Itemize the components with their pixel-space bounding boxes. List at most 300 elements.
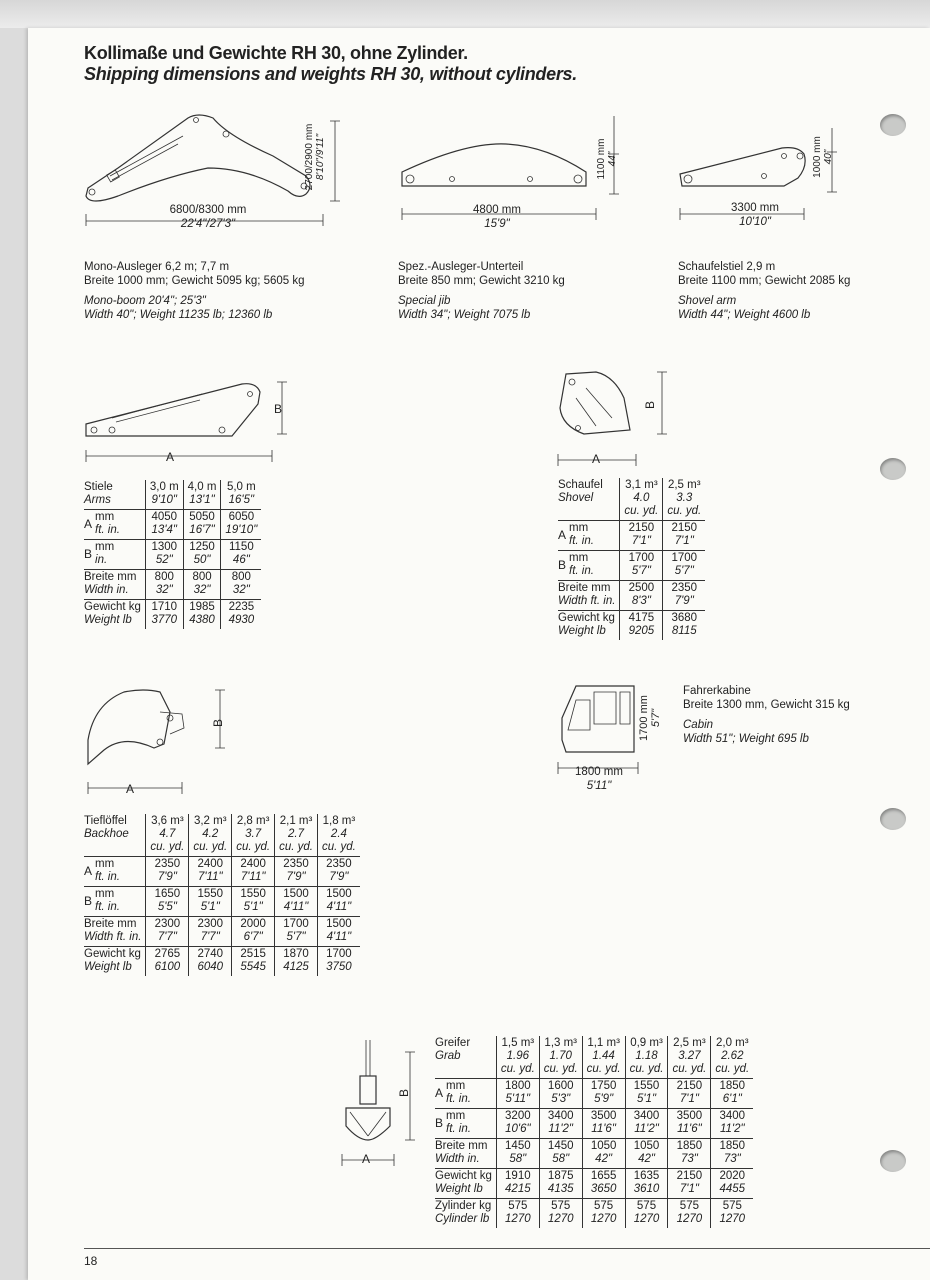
table-value-cell [625,1079,668,1109]
table-value-cell [275,857,318,887]
unit-metric: mm [95,858,115,870]
dimension-units [95,888,120,914]
table-value: 1985 [189,601,215,613]
table-value: 1700 [283,918,309,930]
table-value: 1500 [326,918,352,930]
row-label-en: Width ft. in. [558,595,616,607]
cabin-width-ft: 5'11" [586,780,612,792]
table-value: 3400 [633,1110,660,1122]
table-value-cell [663,581,705,611]
row-label-de: Gewicht kg [84,948,141,960]
table-value: 7'1" [674,535,694,547]
table-value-cell [663,611,705,641]
table-value: 1500 [326,888,352,900]
table-value: 7'1" [679,1093,699,1105]
table-value: 2150 [628,522,655,534]
table-column-header [145,480,183,510]
table-value: 3770 [151,614,178,626]
table-value: 575 [508,1200,528,1212]
dimension-label [84,858,141,884]
arm-caption-de-1: Schaufelstiel 2,9 m [678,261,776,273]
table-value: 2.4 [330,828,347,840]
table-value: cu. yd. [667,505,702,517]
table-column-header [620,478,663,521]
table-value: 2300 [197,918,224,930]
unit-imperial: ft. in. [95,871,120,883]
table-value: 2400 [197,858,224,870]
table-value-cell [582,1169,625,1199]
cabin-width [564,766,634,792]
table-header-label [84,480,145,510]
table-row-breite [435,1139,753,1169]
unit-imperial: ft. in. [569,535,594,547]
dimension-units [569,552,594,578]
table-value: cu. yd. [715,1063,750,1075]
table-value-cell [582,1139,625,1169]
table-value: 11'6" [591,1123,616,1135]
binder-hole [880,114,906,136]
backhoe-label-a: A [126,782,135,796]
unit-metric: mm [446,1080,466,1092]
table-row-b [558,551,705,581]
table-column-header [146,814,189,857]
table-value-cell [539,1139,582,1169]
table-value: 2400 [240,858,266,870]
table-value: 73" [723,1153,741,1165]
table-value-cell [145,510,183,540]
table-row-breite [558,581,705,611]
unit-metric: mm [569,552,589,564]
table-value: 3400 [719,1110,746,1122]
title-german: Kollimaße und Gewichte RH 30, ohne Zylinder. [84,43,468,63]
table-value: 5,0 m [226,481,256,493]
table-value: cu. yd. [150,841,185,853]
table-value: 3,1 m³ [625,479,658,491]
table-value: 1450 [505,1140,531,1152]
table-value: 4050 [151,511,178,523]
table-value-cell [232,917,275,947]
table-value: 1,5 m³ [501,1037,535,1049]
table-value: 3,6 m³ [151,815,184,827]
grab-drawing [336,1036,426,1176]
table-value: 7'9" [329,871,349,883]
table-value: 2515 [240,948,266,960]
boom-caption-en-1: Mono-boom 20'4"; 25'3" [84,295,206,307]
table-row-a [84,857,360,887]
table-value: 4'11" [326,901,352,913]
table-value-cell [496,1199,539,1229]
table-value-cell [146,887,189,917]
dimension-units [446,1080,471,1106]
table-value: cu. yd. [624,505,659,517]
table-value-cell [668,1139,711,1169]
unit-metric: mm [95,511,115,523]
table-value: 7'9" [286,871,306,883]
table-value: 800 [231,571,251,583]
table-value: 1270 [719,1213,746,1225]
jib-length-mm: 4800 mm [473,204,521,216]
table-value: 2350 [671,582,698,594]
table-value: 3.7 [245,828,262,840]
table-header-row [84,814,360,857]
table-value: 4.7 [159,828,176,840]
arms-label-b: B [274,402,283,416]
table-value: 2235 [228,601,255,613]
table-value-cell [668,1169,711,1199]
table-value-cell [582,1109,625,1139]
boom-caption-de-1: Mono-Ausleger 6,2 m; 7,7 m [84,261,230,273]
dimension-label [435,1080,492,1106]
table-value: 2,5 m³ [673,1037,706,1049]
table-value: 32" [193,584,211,596]
table-value: 1655 [590,1170,617,1182]
table-column-header [189,814,232,857]
table-value: 2740 [197,948,224,960]
table-value-cell [145,600,183,630]
table-value: 5'3" [551,1093,571,1105]
table-value-cell [620,581,663,611]
row-label-de: Gewicht kg [558,612,615,624]
boom-caption [84,260,384,322]
table-value: 2.62 [721,1050,744,1062]
dimension-label [84,888,141,914]
table-value: 3500 [590,1110,617,1122]
boom-length-ft: 22'4"/27'3" [180,218,236,230]
table-value: 2350 [283,858,309,870]
table-header-label [84,814,146,857]
table-value: 1910 [505,1170,531,1182]
table-value: 1850 [719,1080,746,1092]
boom-length [108,204,308,230]
jib-height-mm: 1100 mm [596,138,607,180]
table-value: cu. yd. [629,1063,664,1075]
grab-table [435,1036,753,1228]
table-value: 7'11" [240,871,266,883]
table-row-gewicht [84,600,261,630]
table-value: 2500 [628,582,655,594]
table-row-label [435,1139,496,1169]
table-row-b [84,540,261,570]
table-head-en: Backhoe [84,828,129,840]
table-value: 1270 [547,1213,574,1225]
table-value: 4215 [505,1183,531,1195]
table-value: 1750 [590,1080,617,1092]
table-row-label [435,1199,496,1229]
table-value: 1650 [154,888,181,900]
table-value: cu. yd. [279,841,313,853]
table-value: 6040 [197,961,224,973]
dimension-label [435,1110,492,1136]
table-header-row [84,480,261,510]
dimension-letter: A [84,863,93,878]
arm-caption-de-2: Breite 1100 mm; Gewicht 2085 kg [678,275,851,287]
table-value: 2150 [676,1080,703,1092]
dimension-letter: B [84,546,93,561]
table-value: cu. yd. [500,1063,535,1075]
row-label-en: Weight lb [558,625,606,637]
table-value: 2,8 m³ [236,815,270,827]
dimension-letter: A [84,516,93,531]
table-value: 46" [232,554,250,566]
shovel-table [558,478,705,640]
table-value: 1,8 m³ [322,815,356,827]
table-value: 42" [595,1153,613,1165]
table-row-gewicht [435,1169,753,1199]
table-row-label [84,947,146,977]
table-column-header [711,1036,753,1079]
table-value: 5'7" [286,931,306,943]
page-top-edge [0,0,930,28]
table-value: 58" [552,1153,570,1165]
table-value: 1700 [671,552,698,564]
table-value-cell [183,540,221,570]
row-label-en: Weight lb [84,961,132,973]
table-value-cell [317,947,359,977]
table-value: 1.96 [506,1050,530,1062]
arm-length [700,202,810,228]
dimension-label [558,552,615,578]
unit-imperial: ft. in. [446,1093,471,1105]
jib-length [422,204,572,230]
row-label-de: Zylinder kg [435,1200,492,1212]
row-label-en: Weight lb [84,614,132,626]
table-value-cell [711,1139,753,1169]
table-value-cell [668,1079,711,1109]
row-label-de: Breite mm [558,582,611,594]
table-value: 6'7" [243,931,263,943]
table-value: 800 [154,571,174,583]
table-value: 1850 [719,1140,746,1152]
table-value: 1270 [590,1213,617,1225]
table-value: 7'11" [197,871,223,883]
table-value: 7'9" [674,595,694,607]
table-value-cell [496,1169,539,1199]
row-label-de: Gewicht kg [84,601,141,613]
dimension-letter: B [558,557,567,572]
table-row-label [84,540,145,570]
arm-caption [678,260,898,322]
cabin-caption-de-2: Breite 1300 mm, Gewicht 315 kg [683,699,850,711]
table-row-label [435,1109,496,1139]
table-value: 11'2" [548,1123,574,1135]
table-value-cell [189,857,232,887]
table-value: 4380 [189,614,215,626]
table-value-cell [221,510,261,540]
table-row-a [84,510,261,540]
table-value: 5'1" [243,901,263,913]
dimension-letter: A [435,1085,444,1100]
table-value-cell [183,570,221,600]
unit-imperial: ft. in. [569,565,594,577]
table-row-b [84,887,360,917]
jib-caption-en-2: Width 34"; Weight 7075 lb [398,309,531,321]
table-value: 2,1 m³ [279,815,313,827]
table-value: 1875 [547,1170,574,1182]
cabin-caption-de-1: Fahrerkabine [683,685,751,697]
table-value: 575 [679,1200,699,1212]
boom-height-mm: 2700/2900 mm [304,123,315,191]
table-value: 2150 [676,1170,703,1182]
table-value-cell [625,1199,668,1229]
backhoe-label-b: B [211,718,226,728]
table-value-cell [668,1109,711,1139]
table-row-label [84,917,146,947]
table-value-cell [221,570,261,600]
table-value-cell [539,1109,582,1139]
table-column-header [582,1036,625,1079]
table-value: 1.18 [635,1050,658,1062]
dimension-letter: B [435,1115,444,1130]
table-value: 6050 [228,511,255,523]
table-value: cu. yd. [586,1063,621,1075]
dimension-units [569,522,594,548]
unit-metric: mm [446,1110,466,1122]
table-value-cell [183,600,221,630]
table-value: 7'1" [679,1183,699,1195]
table-value-cell [625,1169,668,1199]
table-value: 2150 [671,522,698,534]
unit-imperial: ft. in. [446,1123,471,1135]
table-value: cu. yd. [543,1063,578,1075]
jib-caption-en-1: Special jib [398,295,451,307]
table-value: 2,0 m³ [715,1037,749,1049]
table-value: 32" [232,584,250,596]
table-value: 2000 [240,918,266,930]
table-value: 5'5" [157,901,177,913]
arm-caption-en-1: Shovel arm [678,295,737,307]
row-label-en: Width ft. in. [84,931,142,943]
table-head-de: Stiele [84,481,113,493]
table-value: 11'6" [677,1123,702,1135]
dimension-label [84,511,141,537]
table-value-cell [539,1169,582,1199]
dimension-letter: A [558,527,567,542]
table-head-de: Schaufel [558,479,603,491]
table-value: 575 [594,1200,614,1212]
table-value: 7'9" [157,871,177,883]
table-value: 16'7" [189,524,215,536]
arms-drawing [82,378,302,468]
table-value: 1800 [505,1080,531,1092]
table-value: 1635 [633,1170,660,1182]
table-value: 3650 [590,1183,617,1195]
table-value: 1500 [283,888,309,900]
table-value: cu. yd. [193,841,228,853]
table-value: 2300 [154,918,181,930]
jib-height [596,134,618,184]
table-value: 5'1" [636,1093,657,1105]
table-value-cell [620,551,663,581]
table-value: 1.44 [592,1050,615,1062]
arm-caption-en-2: Width 44"; Weight 4600 lb [678,309,811,321]
table-column-header [183,480,221,510]
table-value-cell [668,1199,711,1229]
cabin-caption-en-1: Cabin [683,719,714,731]
table-value-cell [146,857,189,887]
table-value: 13'4" [151,524,177,536]
table-value-cell [183,510,221,540]
shovel-label-a: A [592,452,601,466]
boom-height-ft: 8'10"/9'11" [315,133,326,181]
table-value: 1870 [283,948,309,960]
table-header-row [558,478,705,521]
arms-label-a: A [166,450,175,464]
table-value-cell [221,540,261,570]
table-value: 4175 [628,612,655,624]
table-value: 4135 [547,1183,574,1195]
arm-height-mm: 1000 mm [812,136,823,178]
row-label-de: Breite mm [435,1140,488,1152]
cabin-caption-en-2: Width 51"; Weight 695 lb [683,733,809,745]
table-value: 73" [680,1153,698,1165]
table-head-en: Arms [84,494,111,506]
row-label-de: Gewicht kg [435,1170,492,1182]
table-value: 5'9" [594,1093,614,1105]
table-row-label [84,887,146,917]
dimension-units [95,858,120,884]
table-value: 1.70 [549,1050,572,1062]
table-value-cell [496,1139,539,1169]
cabin-height [638,688,662,748]
table-row-label [558,551,620,581]
table-row-breite [84,917,360,947]
table-value: cu. yd. [236,841,271,853]
table-value: 32" [155,584,173,596]
table-head-de: Tieflöffel [84,815,127,827]
table-header-label [435,1036,496,1079]
table-value: 2.7 [288,828,305,840]
cabin-caption [683,684,903,746]
table-value: 7'1" [631,535,651,547]
table-value: 575 [636,1200,657,1212]
unit-imperial: ft. in. [95,524,120,536]
table-value: 42" [638,1153,655,1165]
cabin-height-mm: 1700 mm [638,695,650,741]
table-value: 1450 [547,1140,574,1152]
table-value: 3,2 m³ [193,815,227,827]
table-value: 575 [551,1200,571,1212]
table-value: 11'2" [719,1123,745,1135]
table-value: 2350 [326,858,352,870]
table-value-cell [145,570,183,600]
binder-hole [880,1150,906,1172]
table-value: 8'3" [631,595,651,607]
grab-label-a: A [362,1152,371,1166]
table-head-en: Grab [435,1050,461,1062]
dimension-label [84,541,141,567]
table-row-gewicht [558,611,705,641]
table-value-cell [625,1109,668,1139]
table-value: 1550 [197,888,224,900]
page-number: 18 [84,1254,98,1268]
table-value-cell [620,521,663,551]
table-value: 1700 [628,552,655,564]
row-label-en: Cylinder lb [435,1213,490,1225]
table-value: 3.3 [676,492,693,504]
table-value: 3750 [326,961,352,973]
table-value: 1,3 m³ [544,1037,578,1049]
table-column-header [668,1036,711,1079]
unit-imperial: ft. in. [95,901,120,913]
table-row-label [84,600,145,630]
table-column-header [232,814,275,857]
table-column-header [496,1036,539,1079]
table-value: 5'7" [674,565,694,577]
table-value-cell [275,917,318,947]
table-value-cell [711,1109,753,1139]
table-row-label [84,857,146,887]
table-value: 1550 [240,888,266,900]
